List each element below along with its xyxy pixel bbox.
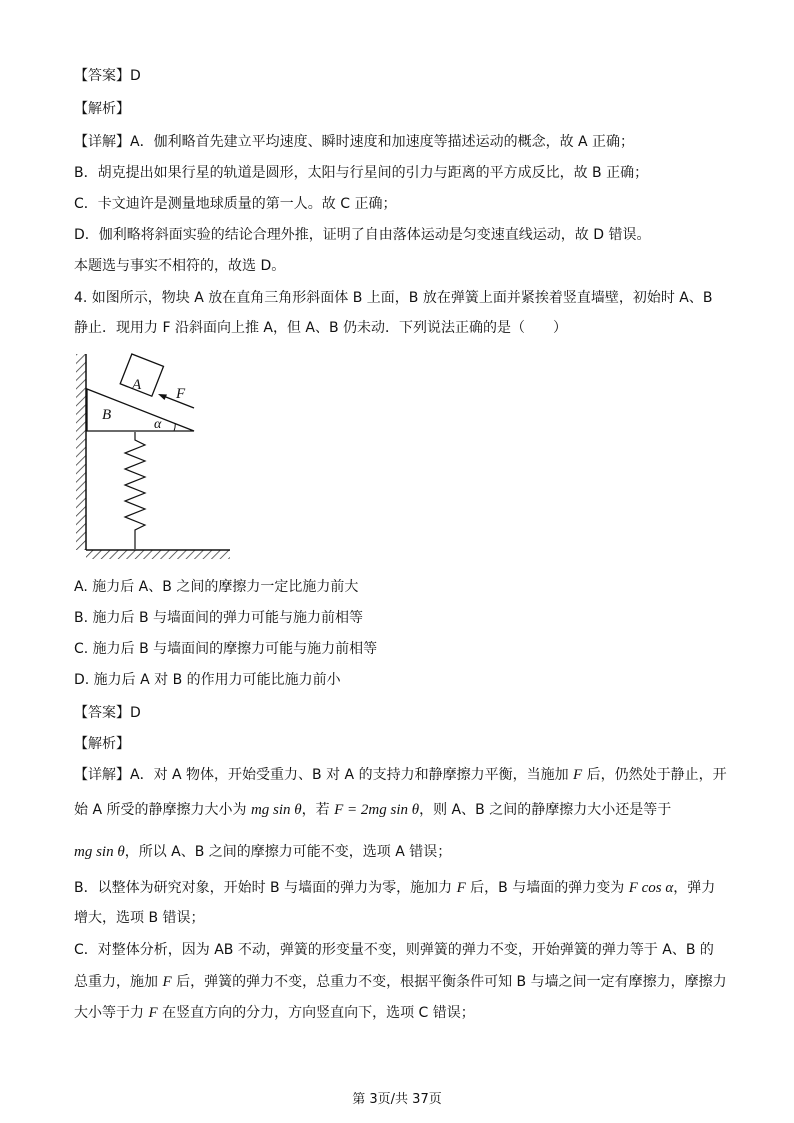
q3-analysis-heading: 【解析】 bbox=[74, 101, 130, 117]
q3-conclusion: 本题选与事实不相符的，故选 D。 bbox=[74, 258, 286, 274]
formula-f-cos: F cos α bbox=[628, 880, 674, 896]
page-footer: 第 3页/共 37页 bbox=[352, 1092, 442, 1107]
q4-option-c: C. 施力后 B 与墙面间的摩擦力可能与施力前相等 bbox=[74, 641, 378, 657]
floor bbox=[86, 550, 230, 559]
q4-stem-line-1: 4. 如图所示，物块 A 放在直角三角形斜面体 B 上面，B 放在弹簧上面并紧挨着竖直墙壁，初始时 A、B bbox=[74, 290, 713, 306]
wall bbox=[76, 354, 86, 550]
formula-mg-sin: mg sin θ bbox=[250, 802, 302, 818]
q3-detail-c: C．卡文迪许是测量地球质量的第一人。故 C 正确； bbox=[74, 196, 397, 212]
q3-detail-d: D．伽利略将斜面实验的结论合理外推，证明了自由落体运动是匀变速直线运动，故 D 错误。 bbox=[74, 227, 651, 243]
spring bbox=[125, 432, 145, 549]
q4-detail-a-line-3: mg sin θ，所以 A、B 之间的摩擦力可能不变，选项 A 错误； bbox=[74, 844, 452, 860]
q4-answer: 【答案】D bbox=[74, 705, 141, 721]
q4-detail-c-line-3: 大小等于力 F 在竖直方向的分力，方向竖直向下，选项 C 错误； bbox=[74, 1005, 475, 1021]
q4-option-d: D. 施力后 A 对 B 的作用力可能比施力前小 bbox=[74, 672, 341, 688]
q4-stem-line-2: 静止．现用力 F 沿斜面向上推 A，但 A、B 仍未动．下列说法正确的是（ ） bbox=[74, 320, 568, 336]
force-symbol: F bbox=[162, 974, 172, 990]
q3-detail-a: 【详解】A．伽利略首先建立平均速度、瞬时速度和加速度等描述运动的概念，故 A 正确； bbox=[74, 134, 635, 150]
force-symbol: F bbox=[573, 767, 583, 783]
force-symbol: F bbox=[456, 880, 466, 896]
label-a: A bbox=[132, 377, 142, 393]
q4-detail-b-line-1: B．以整体为研究对象，开始时 B 与墙面的弹力为零，施加力 F 后，B 与墙面的弹力变为 F cos α，弹力 bbox=[74, 880, 716, 896]
block-a bbox=[120, 354, 163, 396]
q3-detail-b: B．胡克提出如果行星的轨道是圆形，太阳与行星间的引力与距离的平方成反比，故 B 正确； bbox=[74, 165, 649, 181]
formula-mg-sin: mg sin θ bbox=[74, 844, 125, 860]
q4-detail-c-line-2: 总重力，施加 F 后，弹簧的弹力不变，总重力不变，根据平衡条件可知 B 与墙之间一定有摩擦力，摩擦力 bbox=[74, 974, 727, 990]
q4-option-b: B. 施力后 B 与墙面间的弹力可能与施力前相等 bbox=[74, 610, 364, 626]
q4-detail-a-line-1: 【详解】A．对 A 物体，开始受重力、B 对 A 的支持力和静摩擦力平衡，当施加 F 后，仍然处于静止，开 bbox=[74, 767, 727, 783]
label-b: B bbox=[102, 407, 112, 423]
q4-option-a: A. 施力后 A、B 之间的摩擦力一定比施力前大 bbox=[74, 579, 359, 595]
incline-spring-figure bbox=[70, 352, 240, 562]
q3-answer: 【答案】D bbox=[74, 68, 141, 84]
force-symbol: F bbox=[148, 1005, 158, 1021]
label-alpha: α bbox=[154, 417, 162, 432]
q4-detail-c-line-1: C．对整体分析，因为 AB 不动，弹簧的形变量不变，则弹簧的弹力不变，开始弹簧的弹力等于 A、B 的 bbox=[74, 942, 714, 958]
label-f: F bbox=[176, 386, 186, 402]
q4-detail-a-line-2: 始 A 所受的静摩擦力大小为 mg sin θ，若 F = 2mg sin θ，则 A、B 之间的静摩擦力大小还是等于 bbox=[74, 802, 672, 818]
q4-detail-b-line-2: 增大，选项 B 错误； bbox=[74, 910, 205, 926]
q4-analysis-heading: 【解析】 bbox=[74, 736, 130, 752]
formula-f-equals: F = 2mg sin θ bbox=[334, 802, 420, 818]
